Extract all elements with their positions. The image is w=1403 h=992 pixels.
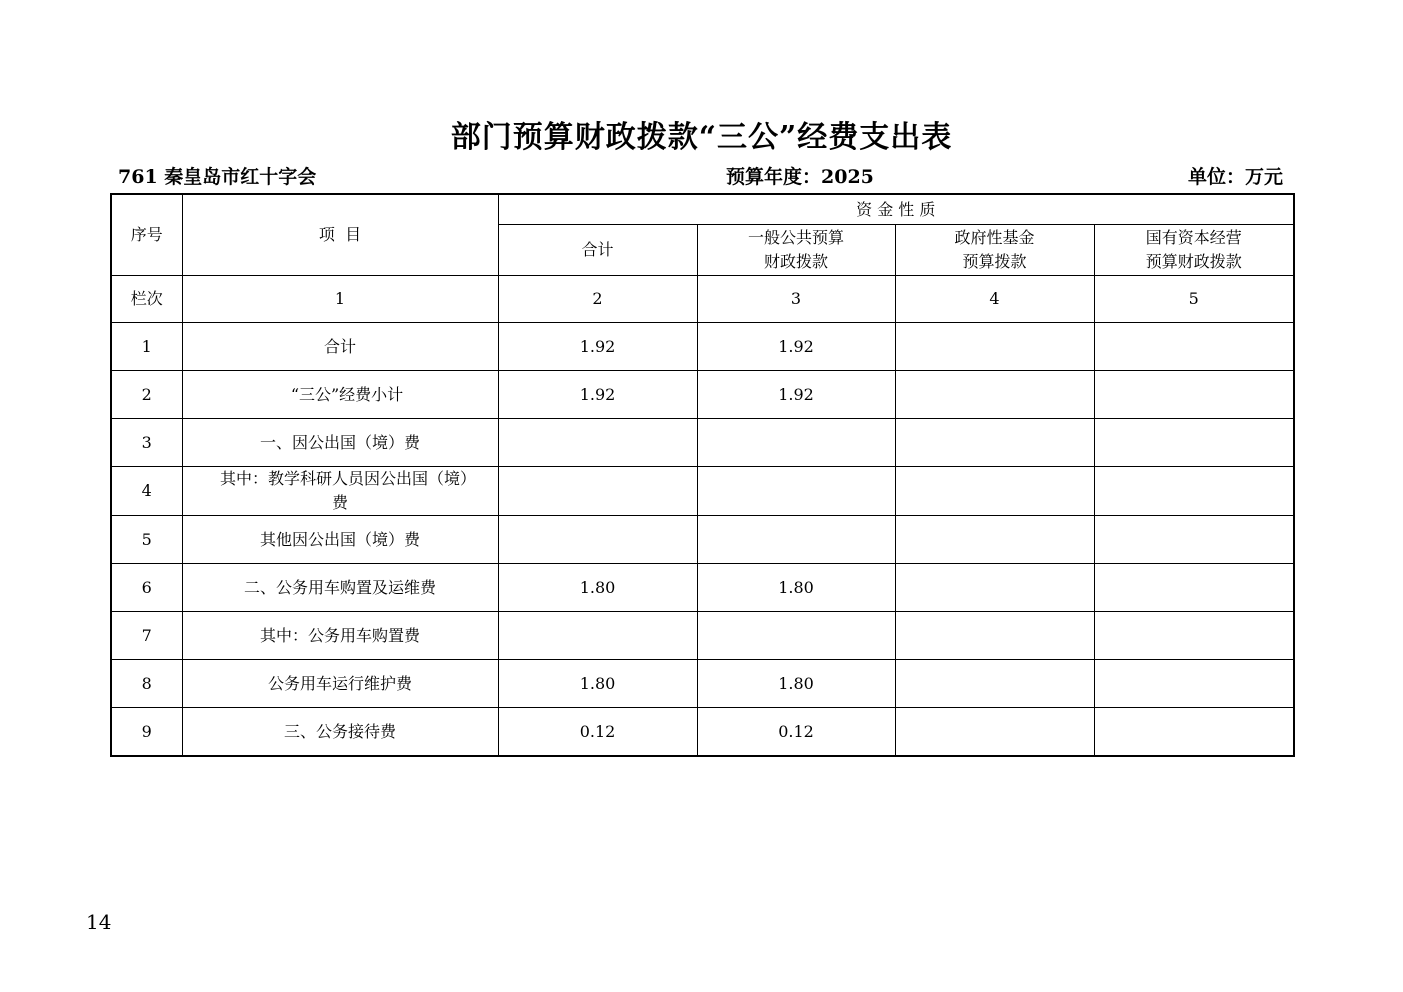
row-item: 一、因公出国（境）费 [182, 419, 498, 467]
row-item: 其中：公务用车购置费 [182, 612, 498, 660]
page-number: 14 [86, 910, 112, 934]
row-seq: 5 [111, 516, 182, 564]
table-row [111, 516, 1294, 564]
row-seq: 2 [111, 371, 182, 419]
row-seq: 9 [111, 708, 182, 757]
row-gov-fund [895, 708, 1094, 757]
row-state-capital [1094, 467, 1294, 516]
row-item: 三、公务接待费 [182, 708, 498, 757]
budget-year-label: 预算年度：2025 [726, 166, 874, 188]
row-state-capital [1094, 708, 1294, 757]
row-item: 二、公务用车购置及运维费 [182, 564, 498, 612]
row-total [498, 467, 697, 516]
row-gov-fund [895, 371, 1094, 419]
organization-label: 761 秦皇岛市红十字会 [118, 166, 317, 188]
page-title: 部门预算财政拨款“三公”经费支出表 [450, 120, 953, 155]
row-total: 1.80 [498, 564, 697, 612]
table-row [111, 564, 1294, 612]
row-seq: 6 [111, 564, 182, 612]
row-total: 0.12 [498, 708, 697, 757]
row-state-capital [1094, 564, 1294, 612]
row-item [182, 467, 498, 516]
column-number-1: 1 [182, 276, 498, 323]
row-state-capital [1094, 612, 1294, 660]
row-gov-fund [895, 612, 1094, 660]
row-gov-fund [895, 564, 1094, 612]
row-total: 1.92 [498, 323, 697, 371]
table-row [111, 467, 1294, 516]
row-state-capital [1094, 419, 1294, 467]
table-row [111, 660, 1294, 708]
row-state-capital [1094, 516, 1294, 564]
row-general-budget [697, 467, 895, 516]
row-item: 合计 [182, 323, 498, 371]
header-general-budget-line1: 一般公共预算 [747, 228, 844, 247]
row-seq: 3 [111, 419, 182, 467]
header-gov-fund-line1: 政府性基金 [954, 228, 1035, 247]
row-total: 1.80 [498, 660, 697, 708]
header-fund-nature: 资 金 性 质 [498, 194, 1294, 225]
row-item-line2: 费 [331, 493, 348, 512]
column-number-4: 4 [895, 276, 1094, 323]
table-row [111, 708, 1294, 757]
row-general-budget [697, 419, 895, 467]
header-state-capital-line2: 预算财政拨款 [1145, 252, 1242, 271]
row-total: 1.92 [498, 371, 697, 419]
row-seq: 7 [111, 612, 182, 660]
column-number-5: 5 [1094, 276, 1294, 323]
row-item-line1: 其中：教学科研人员因公出国（境） [219, 469, 476, 488]
three-public-expenses-table [110, 193, 1295, 757]
header-state-capital-line1: 国有资本经营 [1145, 228, 1242, 247]
row-general-budget: 1.80 [697, 660, 895, 708]
header-item: 项 目 [182, 194, 498, 276]
row-item: 公务用车运行维护费 [182, 660, 498, 708]
row-gov-fund [895, 323, 1094, 371]
row-item: 其他因公出国（境）费 [182, 516, 498, 564]
row-state-capital [1094, 371, 1294, 419]
header-row-1 [111, 194, 1294, 225]
row-item: “三公”经费小计 [182, 371, 498, 419]
table-row [111, 323, 1294, 371]
table-row [111, 612, 1294, 660]
row-general-budget [697, 516, 895, 564]
header-state-capital [1094, 225, 1294, 276]
header-gov-fund-line2: 预算拨款 [962, 252, 1027, 271]
row-seq: 4 [111, 467, 182, 516]
row-total [498, 612, 697, 660]
table-row [111, 371, 1294, 419]
header-gov-fund [895, 225, 1094, 276]
header-total: 合计 [498, 225, 697, 276]
header-general-budget [697, 225, 895, 276]
row-gov-fund [895, 467, 1094, 516]
row-gov-fund [895, 660, 1094, 708]
header-general-budget-line2: 财政拨款 [763, 252, 828, 271]
row-total [498, 516, 697, 564]
unit-label: 单位：万元 [1187, 166, 1283, 188]
row-seq: 8 [111, 660, 182, 708]
header-seq: 序号 [111, 194, 182, 276]
column-number-row [111, 276, 1294, 323]
row-general-budget: 1.92 [697, 323, 895, 371]
row-general-budget: 1.92 [697, 371, 895, 419]
row-state-capital [1094, 660, 1294, 708]
row-state-capital [1094, 323, 1294, 371]
row-general-budget: 1.80 [697, 564, 895, 612]
table-row [111, 419, 1294, 467]
column-number-3: 3 [697, 276, 895, 323]
row-gov-fund [895, 419, 1094, 467]
row-seq: 1 [111, 323, 182, 371]
row-general-budget: 0.12 [697, 708, 895, 757]
column-number-label: 栏次 [111, 276, 182, 323]
row-general-budget [697, 612, 895, 660]
column-number-2: 2 [498, 276, 697, 323]
row-total [498, 419, 697, 467]
row-gov-fund [895, 516, 1094, 564]
